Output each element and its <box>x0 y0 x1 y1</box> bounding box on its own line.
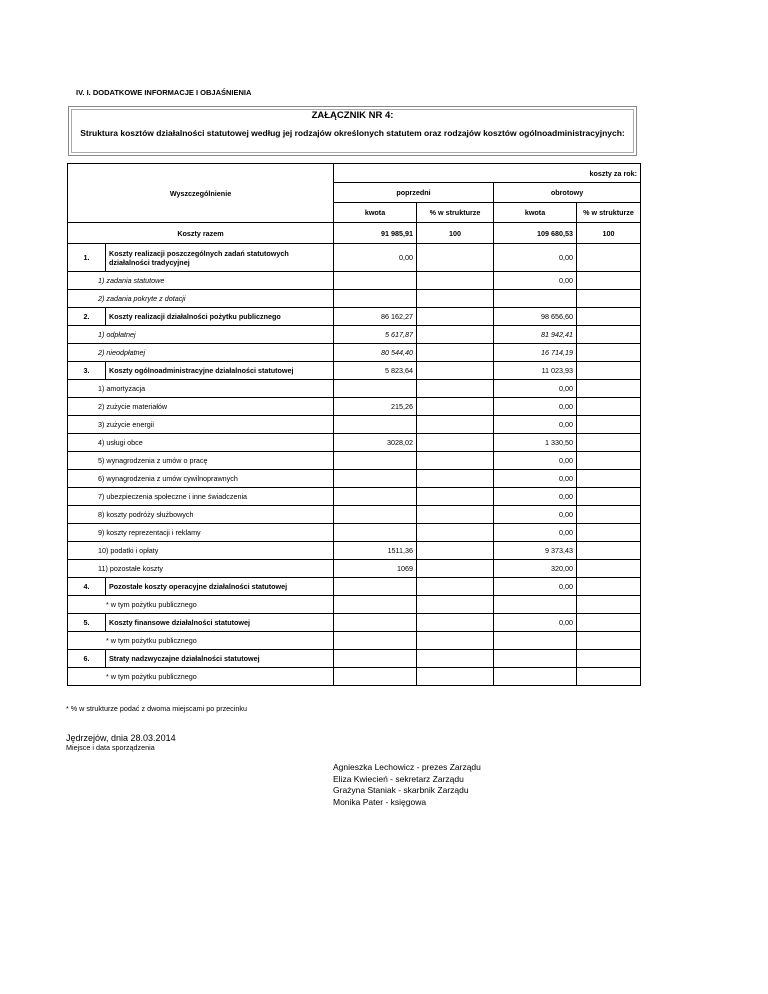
table-row <box>68 668 641 686</box>
row-prev-amount: 215,26 <box>334 398 417 416</box>
footnote: * % w strukturze podać z dwoma miejscami po przecinku <box>66 704 247 713</box>
row-label: Pozostałe koszty operacyjne działalności statutowej <box>106 578 334 596</box>
table-body-rows <box>68 244 641 686</box>
row-prev-amount <box>334 578 417 596</box>
row-cur-amount <box>494 650 577 668</box>
row-prev-pct <box>417 524 494 542</box>
annex-description: Struktura kosztów działalności statutowej według jej rodzajów określonych statutem oraz rodzajów kosztów ogólnoadministracyjnych: <box>80 128 625 138</box>
row-prev-pct <box>417 434 494 452</box>
row-cur-amount: 9 373,43 <box>494 542 577 560</box>
table-row <box>68 470 641 488</box>
row-prev-pct <box>417 650 494 668</box>
row-cur-amount <box>494 668 577 686</box>
row-prev-pct <box>417 506 494 524</box>
row-prev-amount <box>334 596 417 614</box>
row-cur-pct <box>577 524 641 542</box>
table-row <box>68 560 641 578</box>
total-prev-pct: 100 <box>417 223 494 244</box>
row-label: 3) zużycie energii <box>68 416 334 434</box>
row-cur-pct <box>577 434 641 452</box>
row-label: 10) podatki i opłaty <box>68 542 334 560</box>
row-label: 4) usługi obce <box>68 434 334 452</box>
row-label: * w tym pożytku publicznego <box>68 632 334 650</box>
table-row <box>68 290 641 308</box>
total-cur-amount: 109 680,53 <box>494 223 577 244</box>
row-prev-pct <box>417 362 494 380</box>
table-row <box>68 398 641 416</box>
row-cur-amount <box>494 290 577 308</box>
row-cur-amount: 0,00 <box>494 398 577 416</box>
row-prev-amount <box>334 488 417 506</box>
row-number: 5. <box>68 614 106 632</box>
row-cur-pct <box>577 308 641 326</box>
table-row <box>68 272 641 290</box>
signatures <box>333 762 481 808</box>
header-prev-amount: kwota <box>334 203 417 223</box>
row-prev-amount <box>334 470 417 488</box>
row-prev-pct <box>417 244 494 272</box>
row-prev-amount: 0,00 <box>334 244 417 272</box>
table-row <box>68 488 641 506</box>
table-row <box>68 380 641 398</box>
row-prev-amount: 86 162,27 <box>334 308 417 326</box>
row-prev-amount: 3028,02 <box>334 434 417 452</box>
table-row <box>68 416 641 434</box>
row-cur-amount: 0,00 <box>494 506 577 524</box>
table-row <box>68 308 641 326</box>
row-cur-pct <box>577 470 641 488</box>
row-prev-pct <box>417 380 494 398</box>
row-cur-pct <box>577 632 641 650</box>
row-cur-pct <box>577 542 641 560</box>
row-prev-pct <box>417 344 494 362</box>
row-prev-amount <box>334 524 417 542</box>
cost-structure-table <box>67 163 641 686</box>
row-label: * w tym pożytku publicznego <box>68 596 334 614</box>
row-prev-pct <box>417 578 494 596</box>
row-label: 2) zużycie materiałów <box>68 398 334 416</box>
table-row <box>68 614 641 632</box>
row-prev-amount <box>334 650 417 668</box>
signature-line: Eliza Kwiecień - sekretarz Zarządu <box>333 773 464 784</box>
row-prev-amount: 1069 <box>334 560 417 578</box>
header-cur-pct: % w strukturze <box>577 203 641 223</box>
row-cur-pct <box>577 578 641 596</box>
row-label: Koszty realizacji poszczególnych zadań statutowych działalności tradycyjnej <box>106 244 334 272</box>
row-prev-pct <box>417 470 494 488</box>
row-cur-pct <box>577 290 641 308</box>
row-label: 11) pozostałe koszty <box>68 560 334 578</box>
table-row <box>68 650 641 668</box>
row-cur-pct <box>577 380 641 398</box>
row-cur-amount <box>494 596 577 614</box>
row-prev-pct <box>417 632 494 650</box>
table-row <box>68 542 641 560</box>
row-label: Koszty finansowe działalności statutowej <box>106 614 334 632</box>
row-cur-pct <box>577 416 641 434</box>
annex-title: ZAŁĄCZNIK NR 4: <box>311 110 394 121</box>
total-prev-amount: 91 985,91 <box>334 223 417 244</box>
row-prev-pct <box>417 398 494 416</box>
section-heading: IV. I. DODATKOWE INFORMACJE I OBJAŚNIENIA <box>76 88 252 97</box>
table-row <box>68 244 641 272</box>
row-cur-pct <box>577 398 641 416</box>
row-label: 1) odpłatnej <box>68 326 334 344</box>
row-number: 6. <box>68 650 106 668</box>
row-label: * w tym pożytku publicznego <box>68 668 334 686</box>
row-prev-pct <box>417 326 494 344</box>
row-cur-pct <box>577 244 641 272</box>
row-prev-pct <box>417 542 494 560</box>
row-prev-pct <box>417 560 494 578</box>
row-prev-amount <box>334 506 417 524</box>
header-current-year: obrotowy <box>494 183 641 203</box>
table-row <box>68 506 641 524</box>
row-cur-amount: 98 656,60 <box>494 308 577 326</box>
table-row <box>68 344 641 362</box>
row-cur-amount <box>494 632 577 650</box>
row-prev-amount: 80 544,40 <box>334 344 417 362</box>
row-number: 3. <box>68 362 106 380</box>
row-cur-pct <box>577 650 641 668</box>
header-specification: Wyszczególnienie <box>68 164 334 223</box>
row-prev-pct <box>417 488 494 506</box>
place-date-label: Miejsce i data sporządzenia <box>66 743 155 752</box>
header-prev-pct: % w strukturze <box>417 203 494 223</box>
header-cur-amount: kwota <box>494 203 577 223</box>
row-prev-amount <box>334 290 417 308</box>
row-cur-pct <box>577 488 641 506</box>
row-prev-amount: 1511,36 <box>334 542 417 560</box>
row-cur-amount: 16 714,19 <box>494 344 577 362</box>
row-prev-pct <box>417 308 494 326</box>
row-cur-amount: 0,00 <box>494 488 577 506</box>
row-label: 2) nieodpłatnej <box>68 344 334 362</box>
row-cur-pct <box>577 560 641 578</box>
annex-box <box>68 106 637 156</box>
row-cur-pct <box>577 272 641 290</box>
row-label: 1) zadania statutowe <box>68 272 334 290</box>
row-prev-amount <box>334 668 417 686</box>
table-row <box>68 434 641 452</box>
row-prev-amount <box>334 380 417 398</box>
row-cur-pct <box>577 506 641 524</box>
row-prev-amount: 5 617,87 <box>334 326 417 344</box>
row-cur-amount: 0,00 <box>494 614 577 632</box>
row-cur-amount: 0,00 <box>494 578 577 596</box>
row-label: Straty nadzwyczajne działalności statutowej <box>106 650 334 668</box>
row-prev-amount <box>334 416 417 434</box>
row-label: 7) ubezpieczenia społeczne i inne świadczenia <box>68 488 334 506</box>
row-prev-pct <box>417 668 494 686</box>
table-row <box>68 326 641 344</box>
row-label: Koszty realizacji działalności pożytku publicznego <box>106 308 334 326</box>
row-cur-amount: 81 942,41 <box>494 326 577 344</box>
row-cur-pct <box>577 614 641 632</box>
row-prev-pct <box>417 416 494 434</box>
row-cur-amount: 11 023,93 <box>494 362 577 380</box>
row-number: 2. <box>68 308 106 326</box>
row-prev-pct <box>417 596 494 614</box>
row-cur-pct <box>577 326 641 344</box>
row-label: 5) wynagrodzenia z umów o pracę <box>68 452 334 470</box>
total-label: Koszty razem <box>68 223 334 244</box>
table-row <box>68 452 641 470</box>
table-row <box>68 632 641 650</box>
row-prev-amount <box>334 614 417 632</box>
row-prev-pct <box>417 272 494 290</box>
signature-line: Agnieszka Lechowicz - prezes Zarządu <box>333 762 481 772</box>
row-number: 4. <box>68 578 106 596</box>
row-prev-amount <box>334 272 417 290</box>
row-prev-pct <box>417 290 494 308</box>
place-date: Jędrzejów, dnia 28.03.2014 <box>66 733 176 743</box>
row-label: Koszty ogólnoadministracyjne działalności statutowej <box>106 362 334 380</box>
row-cur-amount: 1 330,50 <box>494 434 577 452</box>
table-row <box>68 362 641 380</box>
table-row <box>68 596 641 614</box>
row-label: 9) koszty reprezentacji i reklamy <box>68 524 334 542</box>
row-label: 1) amortyzacja <box>68 380 334 398</box>
row-label: 8) koszty podróży służbowych <box>68 506 334 524</box>
row-prev-pct <box>417 614 494 632</box>
signature-line: Monika Pater - księgowa <box>333 796 427 807</box>
row-number: 1. <box>68 244 106 272</box>
row-cur-pct <box>577 344 641 362</box>
row-cur-amount: 0,00 <box>494 452 577 470</box>
row-prev-amount: 5 823,64 <box>334 362 417 380</box>
row-prev-amount <box>334 632 417 650</box>
row-prev-pct <box>417 452 494 470</box>
row-cur-amount: 0,00 <box>494 470 577 488</box>
row-label: 6) wynagrodzenia z umów cywilnoprawnych <box>68 470 334 488</box>
row-cur-pct <box>577 668 641 686</box>
header-costs-for-year: koszty za rok: <box>334 164 641 183</box>
row-cur-amount: 0,00 <box>494 524 577 542</box>
row-cur-amount: 0,00 <box>494 272 577 290</box>
row-cur-pct <box>577 596 641 614</box>
table-row <box>68 524 641 542</box>
table-row <box>68 578 641 596</box>
row-label: 2) zadania pokryte z dotacji <box>68 290 334 308</box>
row-cur-amount: 0,00 <box>494 380 577 398</box>
row-cur-pct <box>577 362 641 380</box>
header-previous-year: poprzedni <box>334 183 494 203</box>
row-cur-amount: 0,00 <box>494 244 577 272</box>
total-cur-pct: 100 <box>577 223 641 244</box>
row-cur-amount: 0,00 <box>494 416 577 434</box>
row-prev-amount <box>334 452 417 470</box>
signature-line: Grażyna Staniak - skarbnik Zarządu <box>333 785 469 795</box>
row-cur-amount: 320,00 <box>494 560 577 578</box>
row-cur-pct <box>577 452 641 470</box>
